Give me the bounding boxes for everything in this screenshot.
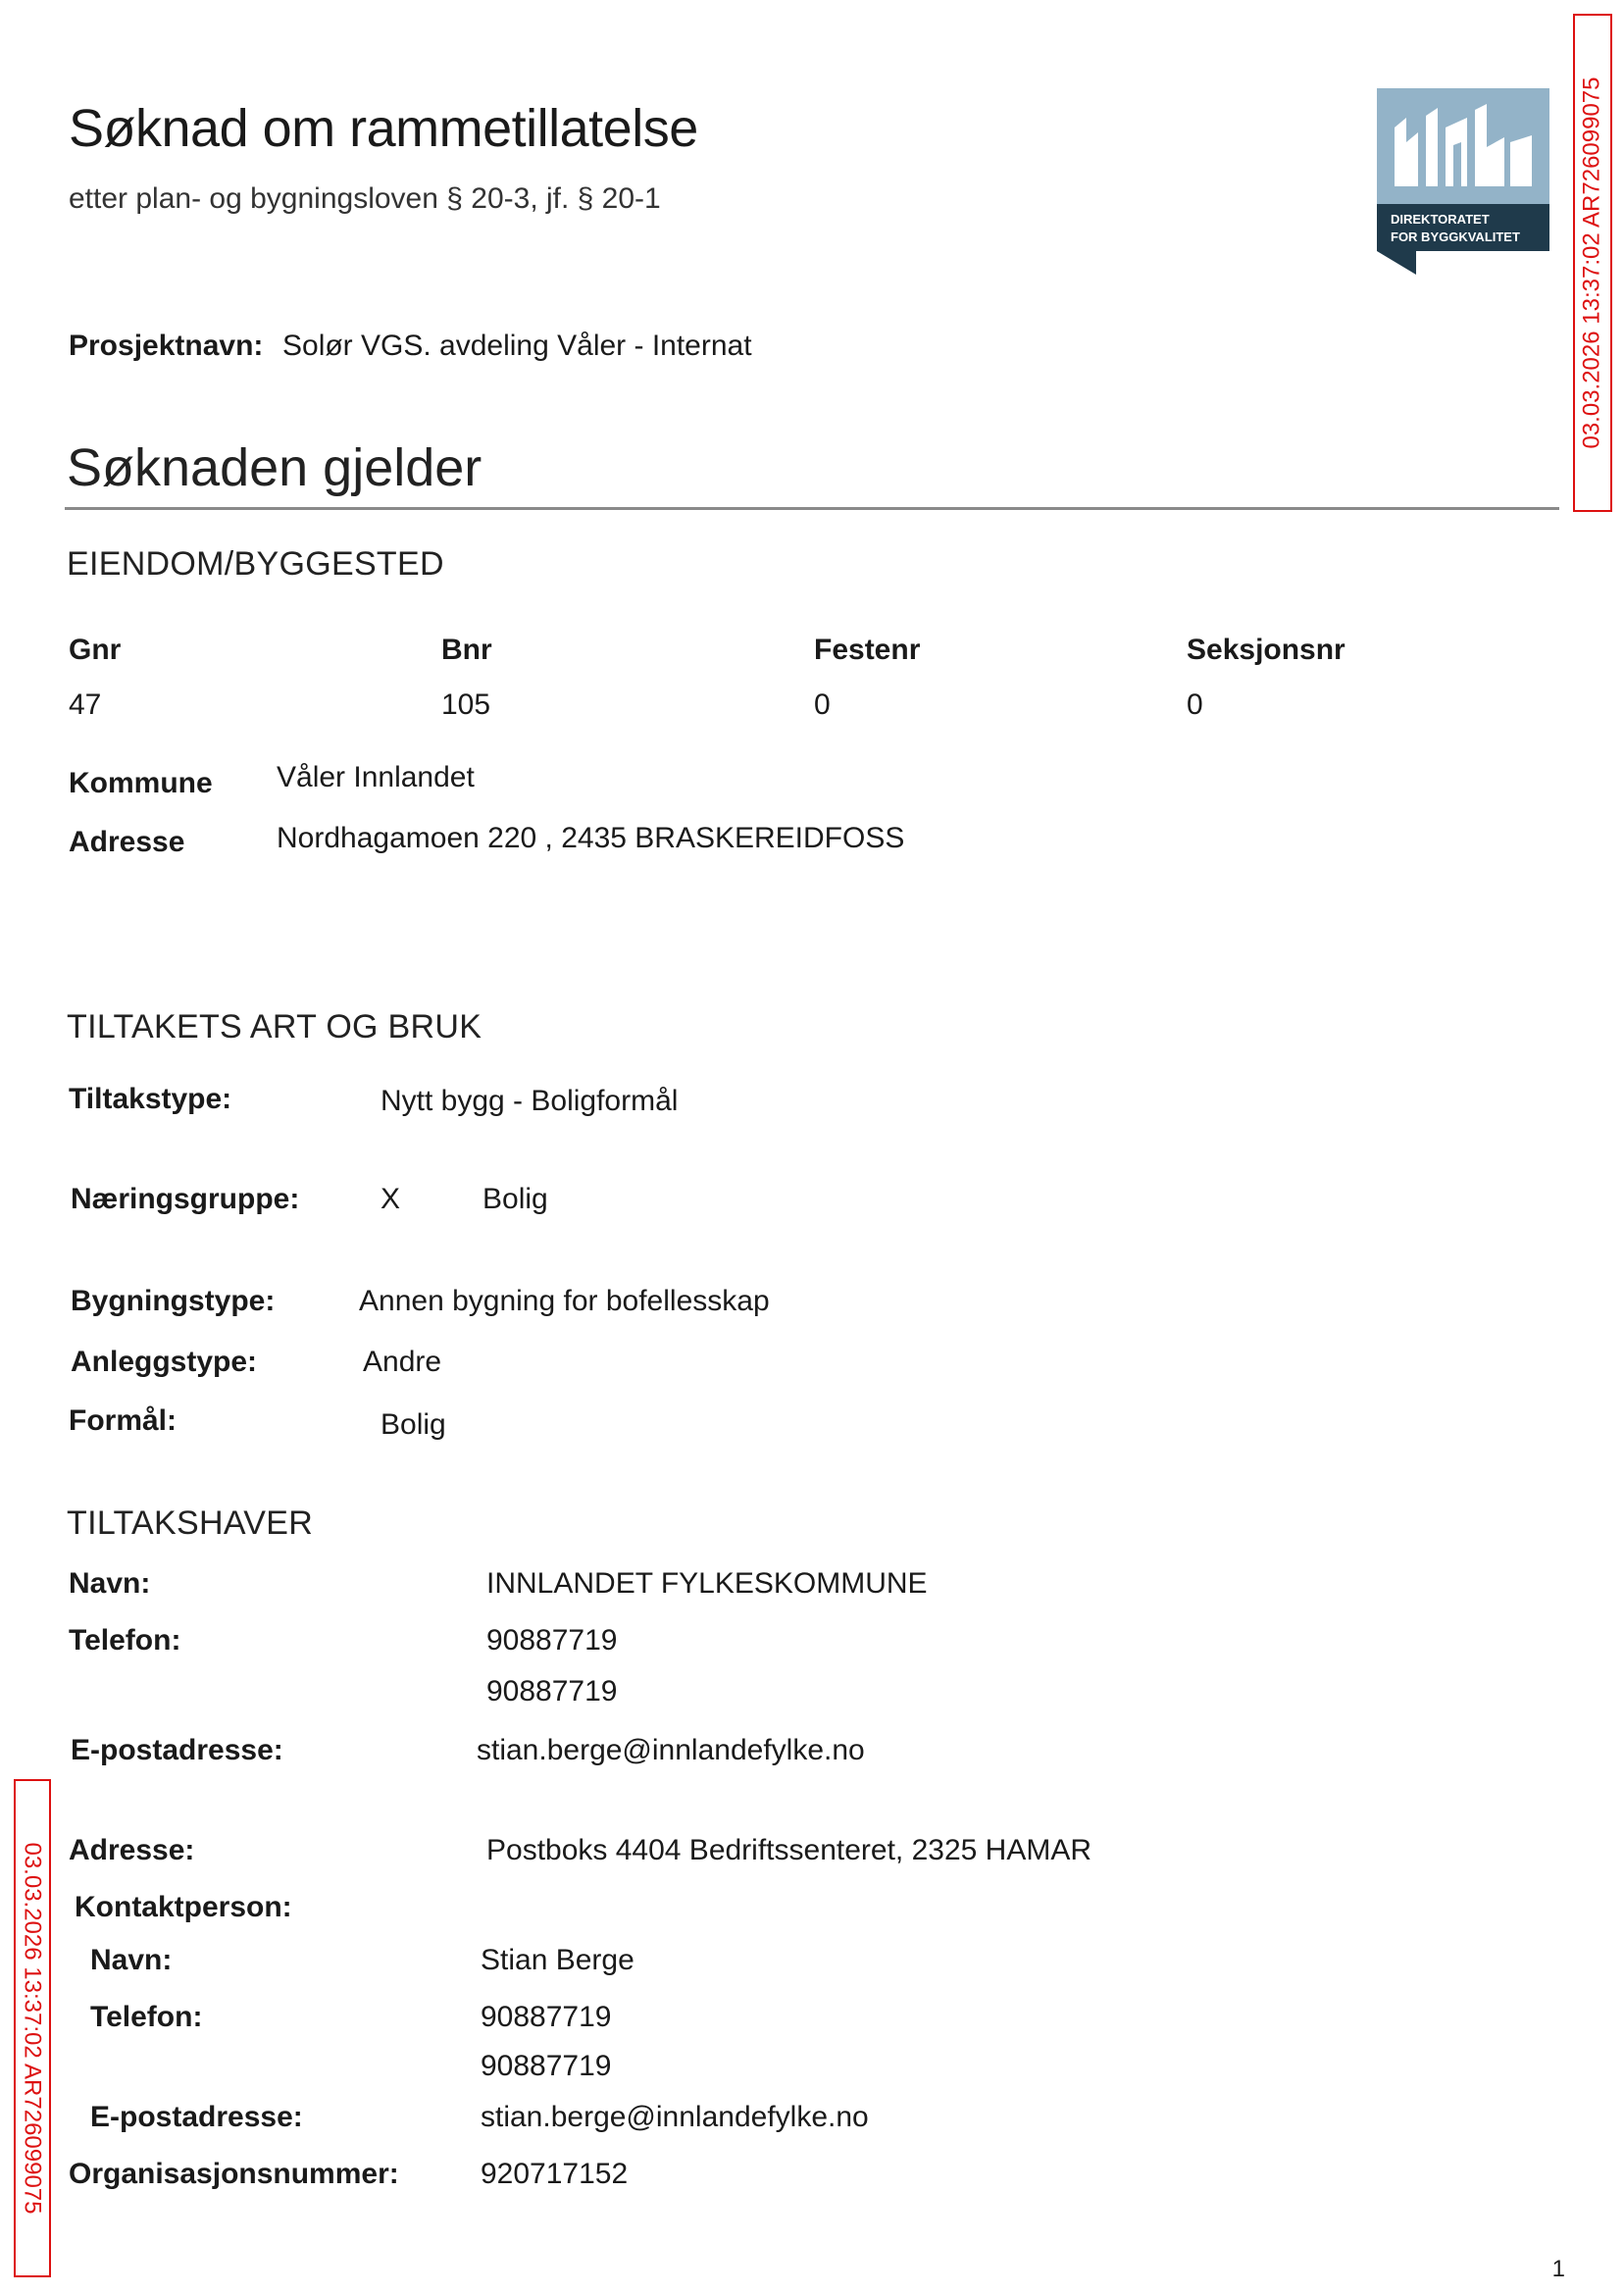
col-festenr: Festenr	[814, 634, 921, 666]
val-seksjonsnr: 0	[1187, 688, 1203, 721]
adresse-value: Nordhagamoen 220 , 2435 BRASKEREIDFOSS	[277, 822, 905, 854]
kommune-label: Kommune	[69, 767, 213, 799]
owner-adresse-label: Adresse:	[69, 1834, 195, 1866]
owner-telefon-2: 90887719	[486, 1675, 618, 1708]
tiltakstype-value: Nytt bygg - Boligformål	[381, 1085, 679, 1117]
stamp-text: 03.03.2026 13:37:02 AR726099075	[1579, 76, 1605, 449]
owner-telefon-1: 90887719	[486, 1624, 618, 1657]
owner-heading: TILTAKSHAVER	[67, 1504, 314, 1542]
owner-navn-value: INNLANDET FYLKESKOMMUNE	[486, 1567, 928, 1600]
naeringsgruppe-label: Næringsgruppe:	[71, 1183, 300, 1215]
timestamp-stamp-bottom	[14, 1779, 51, 2277]
kontakt-navn-label: Navn:	[90, 1944, 173, 1976]
kommune-value: Våler Innlandet	[277, 761, 475, 793]
page-number: 1	[1551, 2256, 1565, 2282]
dibk-logo	[1377, 88, 1549, 275]
naeringsgruppe-value: Bolig	[482, 1183, 548, 1215]
owner-navn-label: Navn:	[69, 1567, 151, 1600]
orgnr-value: 920717152	[481, 2158, 629, 2190]
document-subtitle: etter plan- og bygningsloven § 20-3, jf. § 20-1	[69, 182, 661, 215]
kontakt-epost-label: E-postadresse:	[90, 2101, 303, 2133]
timestamp-stamp-top	[1573, 14, 1612, 512]
naeringsgruppe-code: X	[381, 1183, 401, 1215]
val-gnr: 47	[69, 688, 102, 721]
stamp-text: 03.03.2026 13:37:02 AR726099075	[20, 1842, 46, 2215]
kontaktperson-label: Kontaktperson:	[75, 1891, 292, 1923]
owner-epost-value: stian.berge@innlandefylke.no	[477, 1734, 865, 1766]
logo-line2: FOR BYGGKVALITET	[1391, 229, 1520, 244]
property-heading: EIENDOM/BYGGESTED	[67, 545, 444, 583]
tiltakstype-label: Tiltakstype:	[69, 1083, 232, 1115]
owner-telefon-label: Telefon:	[69, 1624, 181, 1657]
adresse-label: Adresse	[69, 826, 185, 858]
formal-value: Bolig	[381, 1408, 446, 1441]
kontakt-telefon-label: Telefon:	[90, 2001, 203, 2033]
kontakt-navn-value: Stian Berge	[481, 1944, 634, 1976]
bygningstype-value: Annen bygning for bofellesskap	[359, 1285, 770, 1317]
kontakt-telefon-1: 90887719	[481, 2001, 612, 2033]
project-value: Solør VGS. avdeling Våler - Internat	[282, 330, 752, 362]
col-gnr: Gnr	[69, 634, 122, 666]
val-festenr: 0	[814, 688, 831, 721]
owner-epost-label: E-postadresse:	[71, 1734, 283, 1766]
logo-line1: DIREKTORATET	[1391, 212, 1490, 227]
col-bnr: Bnr	[441, 634, 492, 666]
kontakt-telefon-2: 90887719	[481, 2050, 612, 2082]
formal-label: Formål:	[69, 1404, 178, 1437]
project-label: Prosjektnavn:	[69, 330, 264, 362]
bygningstype-label: Bygningstype:	[71, 1285, 276, 1317]
section-title: Søknaden gjelder	[67, 438, 482, 497]
measure-heading: TILTAKETS ART OG BRUK	[67, 1008, 482, 1045]
col-seksjonsnr: Seksjonsnr	[1187, 634, 1345, 666]
anleggstype-value: Andre	[363, 1346, 442, 1378]
document-title: Søknad om rammetillatelse	[69, 99, 698, 158]
section-divider	[65, 507, 1559, 510]
anleggstype-label: Anleggstype:	[71, 1346, 258, 1378]
kontakt-epost-value: stian.berge@innlandefylke.no	[481, 2101, 869, 2133]
val-bnr: 105	[441, 688, 491, 721]
owner-adresse-value: Postboks 4404 Bedriftssenteret, 2325 HAMAR	[486, 1834, 1091, 1866]
orgnr-label: Organisasjonsnummer:	[69, 2158, 399, 2190]
